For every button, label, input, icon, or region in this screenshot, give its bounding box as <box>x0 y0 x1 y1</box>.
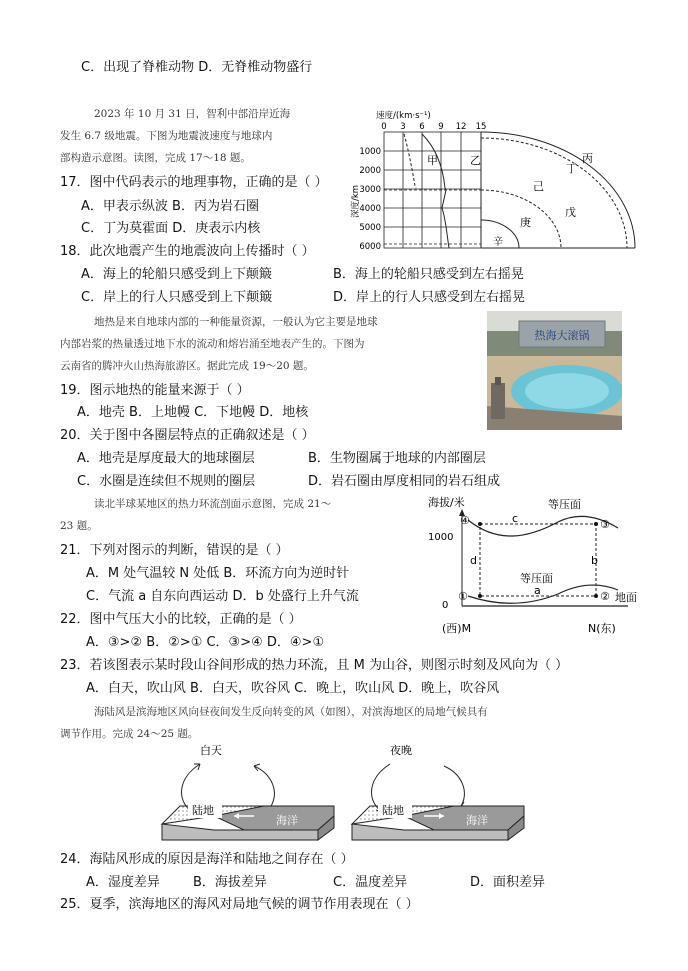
day-sea-label: 海洋 <box>276 814 298 827</box>
thermal-circulation-figure <box>428 494 653 638</box>
q24-intro-line-2: 调节作用。完成 24～25 题。 <box>60 728 199 740</box>
q22-options: A．③>② B．②>① C．③>④ D．④>① <box>86 635 325 650</box>
q21-intro-line-2: 23 题。 <box>60 520 98 532</box>
q17-intro-line-2: 发生 6.7 级地震。下图为地震波速度与地球内 <box>60 130 273 142</box>
isobar-top-label: 等压面 <box>548 498 581 511</box>
speed-tick-3: 3 <box>400 122 406 132</box>
speed-tick-15: 15 <box>475 122 487 132</box>
day-land-label: 陆地 <box>192 804 214 817</box>
q17-intro-line-3: 部构造示意图。读图，完成 17～18 题。 <box>60 152 251 164</box>
q24-option-a: A．湿度差异 <box>86 875 160 890</box>
layer-jia: 甲 <box>427 154 438 167</box>
q23-options: A．白天，吹山风 B．白天，吹谷风 C．晚上，吹山风 D．晚上，吹谷风 <box>86 681 500 696</box>
q18-option-c: C．岸上的行人只感受到上下颠簸 <box>81 290 273 305</box>
isobar-bottom-label: 等压面 <box>520 572 553 585</box>
q21-options-cd: C．气流 a 自东向西运动 D．b 处盛行上升气流 <box>86 589 359 604</box>
day-label: 白天 <box>200 744 222 757</box>
q19-intro-line-1: 地热是来自地球内部的一种能量资源，一般认为它主要是地球 <box>94 316 378 328</box>
altitude-axis-label: 海拔/米 <box>428 496 465 509</box>
night-sea-label: 海洋 <box>466 814 488 827</box>
q21-stem: 21．下列对图示的判断，错误的是（ ） <box>60 543 289 558</box>
flow-d: d <box>470 554 477 567</box>
point-2: ② <box>600 590 610 603</box>
point-1: ① <box>458 590 468 603</box>
day-panel <box>162 744 334 840</box>
layer-bing: 丙 <box>582 152 593 165</box>
q23-stem: 23．若该图表示某时段山谷间形成的热力环流，且 M 为山谷，则图示时刻及风向为（ ） <box>60 658 569 673</box>
earth-structure-figure <box>350 108 640 256</box>
depth-tick-2000: 2000 <box>359 166 381 176</box>
q24-option-d: D．面积差异 <box>470 875 546 890</box>
q24-option-c: C．温度差异 <box>333 875 408 890</box>
q21-intro-line-1: 读北半球某地区的热力环流剖面示意图，完成 21～ <box>94 498 332 510</box>
q22-stem: 22．图中气压大小的比较，正确的是（ ） <box>60 612 302 627</box>
land-sea-breeze-figure <box>158 742 538 846</box>
q20-option-a: A．地壳是厚度最大的地球圈层 <box>77 451 255 466</box>
q18-option-d: D．岸上的行人只感受到左右摇晃 <box>333 290 526 305</box>
q19-intro-line-2: 内部岩浆的热量透过地下水的流动和熔岩涌至地表产生的。下图为 <box>60 338 365 350</box>
layer-wu: 戊 <box>565 206 576 219</box>
flow-c: c <box>512 512 519 525</box>
speed-axis-label: 速度/(km·s⁻¹) <box>376 111 431 121</box>
night-label: 夜晚 <box>390 744 412 757</box>
tick-1000: 1000 <box>428 532 454 543</box>
night-land-label: 陆地 <box>382 804 404 817</box>
q19-options: A．地壳 B．上地幔 C．下地幔 D．地核 <box>77 405 309 420</box>
point-3: ③ <box>600 518 610 531</box>
q18-option-a: A．海上的轮船只感受到上下颠簸 <box>81 267 272 282</box>
east-label: N(东) <box>588 622 616 635</box>
q17-stem: 17．图中代码表示的地理事物，正确的是（ ） <box>60 175 328 190</box>
tick-0: 0 <box>442 600 449 611</box>
q17-options-ab: A．甲表示纵波 B．丙为岩石圈 <box>81 199 259 214</box>
wave-curve-jia <box>404 134 416 188</box>
sign-text: 热海大滚锅 <box>534 329 590 342</box>
depth-tick-5000: 5000 <box>359 223 381 233</box>
west-label: (西)M <box>442 622 472 635</box>
ground-label: 地面 <box>615 591 637 604</box>
flow-b: b <box>591 554 598 567</box>
speed-tick-6: 6 <box>419 122 425 132</box>
q24-stem: 24．海陆风形成的原因是海洋和陆地之间存在（ ） <box>60 852 354 867</box>
layer-geng: 庚 <box>520 216 531 229</box>
q18-option-b: B．海上的轮船只感受到左右摇晃 <box>333 267 524 282</box>
depth-tick-3000: 3000 <box>359 185 381 195</box>
q25-stem: 25．夏季，滨海地区的海风对局地气候的调节作用表现在（ ） <box>60 897 419 912</box>
q20-option-b: B．生物圈属于地球的内部圈层 <box>308 451 486 466</box>
wave-curve-yi-core <box>442 190 449 248</box>
layer-yi: 乙 <box>470 154 481 167</box>
layer-ji: 己 <box>533 180 544 193</box>
point-4: ④ <box>460 514 470 527</box>
depth-axis-label: 深度/km <box>351 184 361 218</box>
q20-stem: 20．关于图中各圈层特点的正确叙述是（ ） <box>60 428 315 443</box>
layer-xin: 辛 <box>493 237 503 248</box>
q17-intro-line-1: 2023 年 10 月 31 日，智利中部沿岸近海 <box>94 108 291 120</box>
q20-option-d: D．岩石圈由厚度相同的岩石组成 <box>308 474 501 489</box>
q17-options-cd: C．丁为莫霍面 D．庚表示内核 <box>81 221 261 236</box>
q18-stem: 18．此次地震产生的地震波向上传播时（ ） <box>60 244 315 259</box>
q21-options-ab: A．M 处气温较 N 处低 B．环流方向为逆时针 <box>86 566 350 581</box>
earth-layers <box>481 132 635 248</box>
flow-a: a <box>534 584 541 597</box>
speed-tick-12: 12 <box>455 122 467 132</box>
q19-stem: 19．图示地热的能量来源于（ ） <box>60 383 250 398</box>
q19-intro-line-3: 云南省的腾冲火山热海旅游区。据此完成 19～20 题。 <box>60 360 314 372</box>
speed-tick-9: 9 <box>438 122 444 132</box>
layer-ding: 丁 <box>566 162 577 175</box>
depth-tick-1000: 1000 <box>359 147 381 157</box>
q24-option-b: B．海拔差异 <box>193 875 267 890</box>
geothermal-photo <box>487 311 622 430</box>
depth-tick-4000: 4000 <box>359 204 381 214</box>
speed-tick-0: 0 <box>381 122 387 132</box>
q24-intro-line-1: 海陆风是滨海地区风向昼夜间发生反向转变的风（如图），对滨海地区的局地气候具有 <box>94 706 488 718</box>
q16-options: C．出现了脊椎动物 D．无脊椎动物盛行 <box>81 60 313 75</box>
night-panel <box>352 743 524 840</box>
q20-option-c: C．水圈是连续但不规则的圈层 <box>77 474 256 489</box>
depth-tick-6000: 6000 <box>359 242 381 252</box>
